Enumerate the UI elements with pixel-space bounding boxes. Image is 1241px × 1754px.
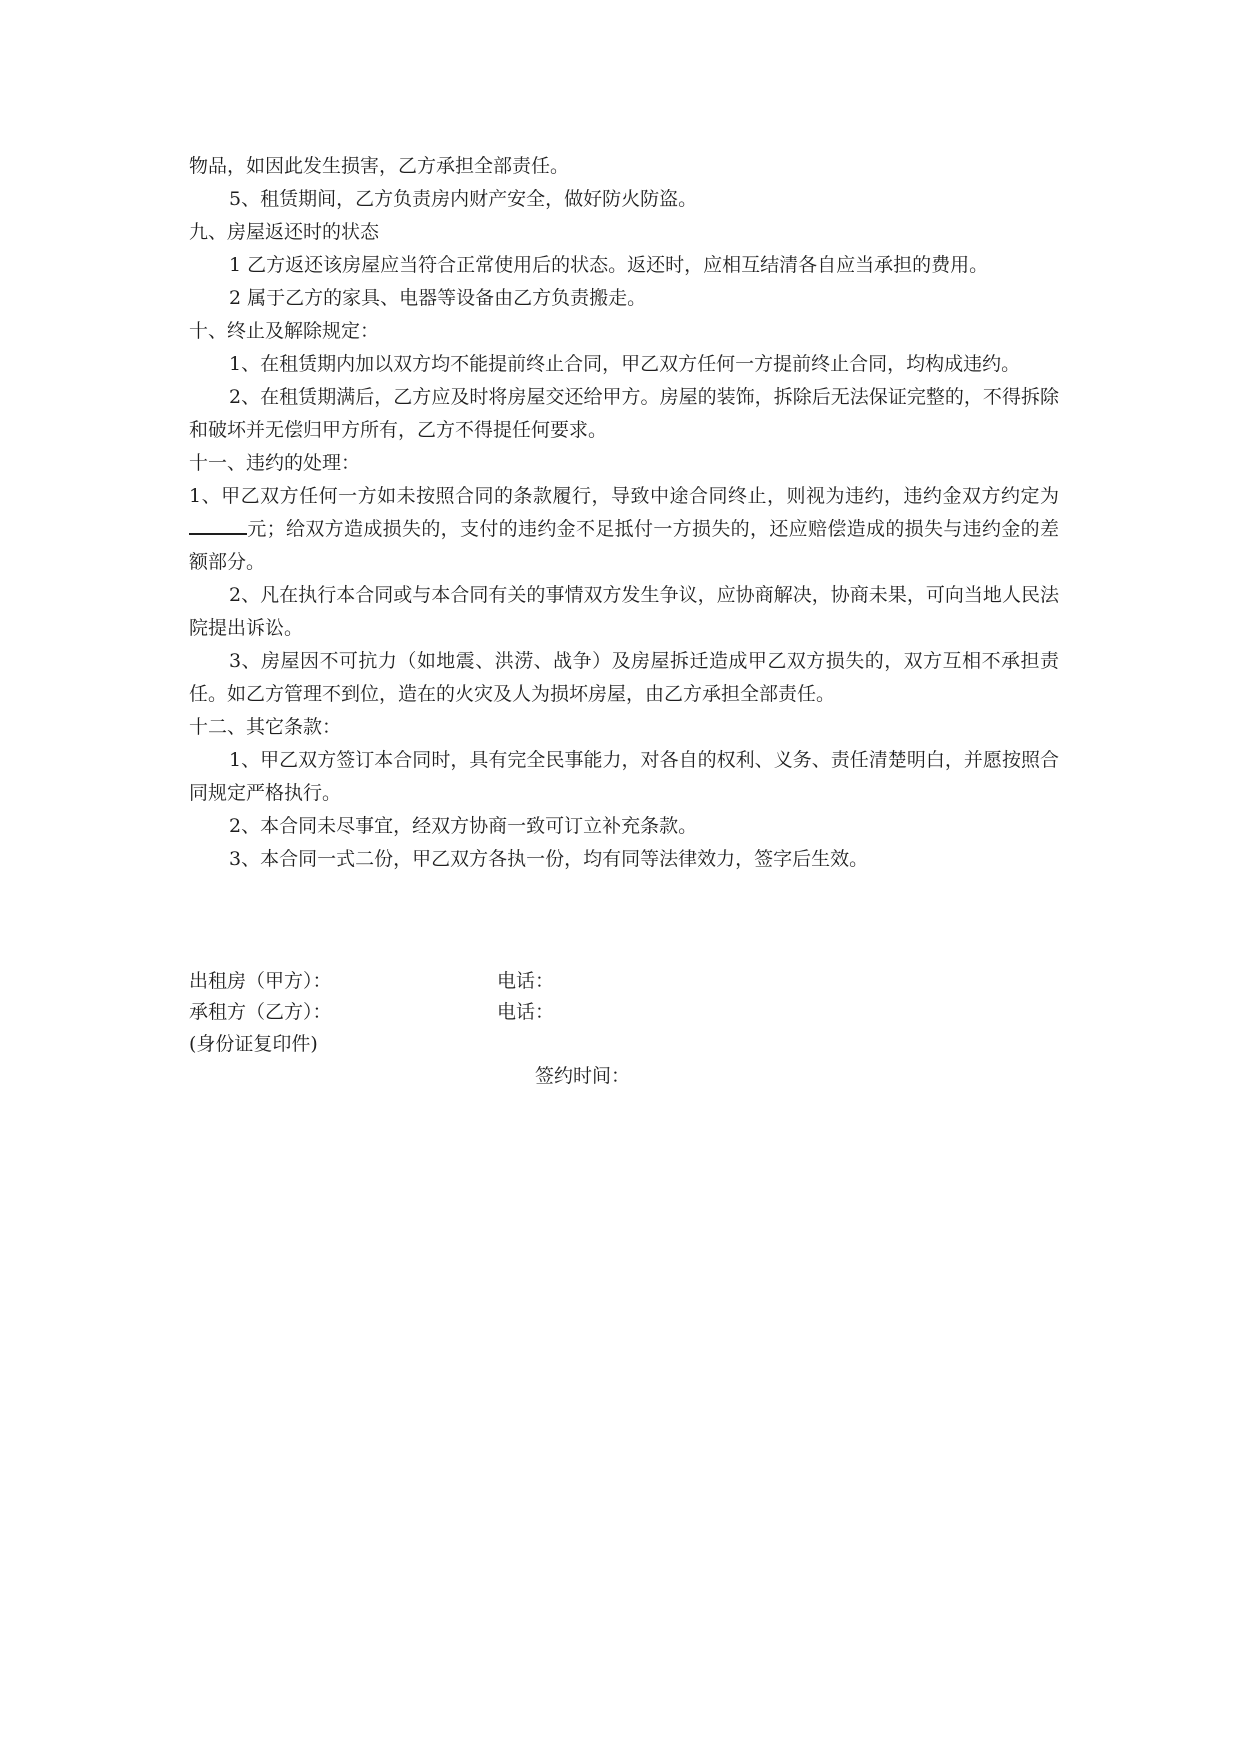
lessor-label: 出租房（甲方）：: [189, 970, 332, 992]
lessee-phone-label: 电话：: [497, 1001, 555, 1023]
paragraph-supplement: 2、本合同未尽事宜，经双方协商一致可订立补充条款。: [229, 815, 698, 837]
contract-body: [189, 150, 1059, 876]
paragraph-furniture: 2 属于乙方的家具、电器等设备由乙方负责搬走。: [229, 287, 647, 309]
paragraph-safety: 5、租赁期间，乙方负责房内财产安全，做好防火防盗。: [229, 188, 698, 210]
paragraph-expiry: 2、在租赁期满后，乙方应及时将房屋交还给甲方。房屋的装饰，拆除后无法保证完整的，不得拆除和破坏并无偿归甲方所有，乙方不得提任何要求。: [189, 386, 1059, 441]
penalty-text-after: 元；给双方造成损失的，支付的违约金不足抵付一方损失的，还应赔偿造成的损失与违约金的差额部分。: [189, 518, 1059, 573]
section-heading-other: 十二、其它条款：: [189, 716, 342, 738]
paragraph-penalty: [189, 480, 1059, 579]
lessee-label: 承租方（乙方）：: [189, 1001, 332, 1023]
paragraph-early-termination: 1、在租赁期内加以双方均不能提前终止合同，甲乙双方任何一方提前终止合同，均构成违约。: [229, 353, 1021, 375]
paragraph-return-state: 1 乙方返还该房屋应当符合正常使用后的状态。返还时，应相互结清各自应当承担的费用。: [229, 254, 989, 276]
paragraph-capacity: 1、甲乙双方签订本合同时，具有完全民事能力，对各自的权利、义务、责任清楚明白，并愿按照合同规定严格执行。: [189, 749, 1059, 804]
sign-time-label: 签约时间：: [535, 1065, 631, 1087]
paragraph-item-end: 物品，如因此发生损害，乙方承担全部责任。: [189, 155, 570, 177]
lessor-phone-label: 电话：: [497, 970, 555, 992]
paragraph-dispute: 2、凡在执行本合同或与本合同有关的事情双方发生争议，应协商解决，协商未果，可向当地人民法院提出诉讼。: [189, 584, 1059, 639]
section-heading-termination: 十、终止及解除规定：: [189, 320, 380, 342]
section-heading-return: 九、房屋返还时的状态: [189, 221, 380, 243]
penalty-amount-blank: [189, 513, 247, 535]
id-copy-label: (身份证复印件): [189, 1033, 318, 1055]
paragraph-force-majeure: 3、房屋因不可抗力（如地震、洪涝、战争）及房屋拆迁造成甲乙双方损失的，双方互相不承担责任。如乙方管理不到位，造在的火灾及人为损坏房屋，由乙方承担全部责任。: [189, 650, 1059, 705]
section-heading-breach: 十一、违约的处理：: [189, 452, 361, 474]
penalty-text-before: 1、甲乙双方任何一方如未按照合同的条款履行，导致中途合同终止，则视为违约，违约金双方约定为: [189, 485, 1059, 507]
paragraph-copies: 3、本合同一式二份，甲乙双方各执一份，均有同等法律效力，签字后生效。: [229, 848, 869, 870]
